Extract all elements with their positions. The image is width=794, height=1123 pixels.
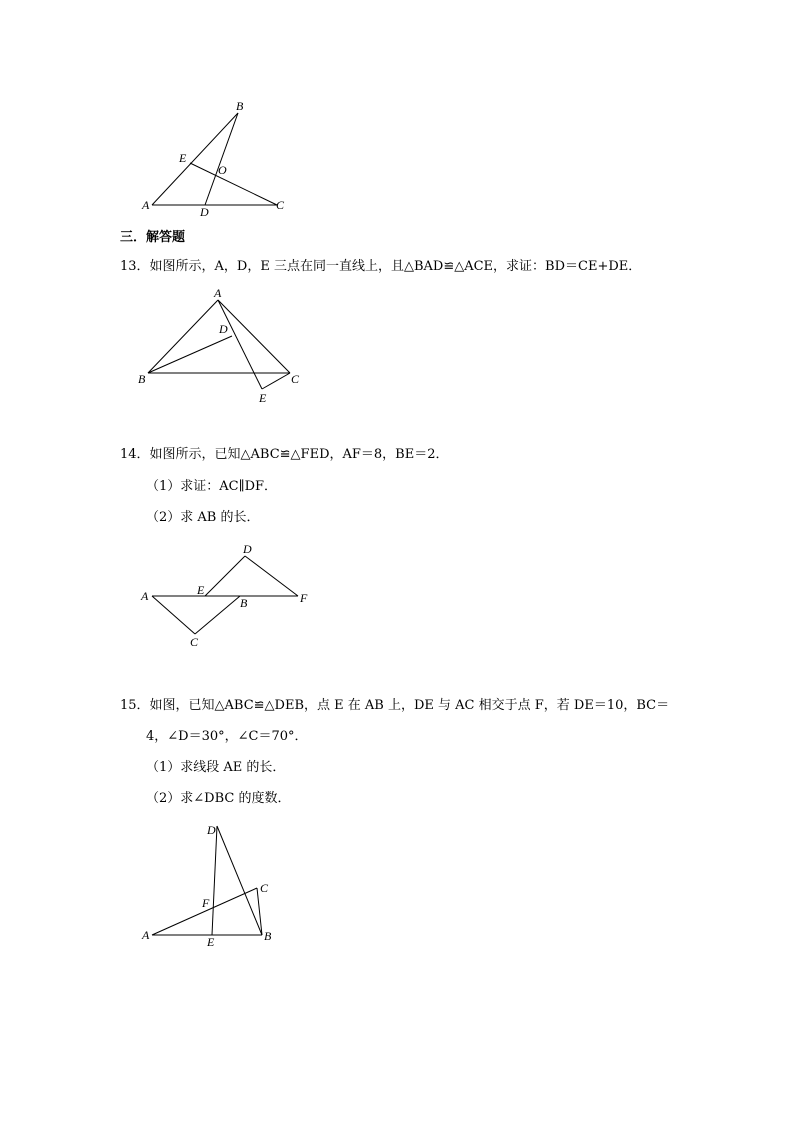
label-d: D <box>219 322 228 336</box>
label-o: O <box>218 163 227 177</box>
label-c: C <box>190 635 199 649</box>
label-c: C <box>276 198 285 212</box>
label-b: B <box>236 99 244 113</box>
question-15-text-line-2: 4，∠D＝30°，∠C＝70°． <box>146 729 308 744</box>
label-a: A <box>214 286 222 300</box>
label-b: B <box>240 596 248 610</box>
question-15-part-2: （2）求∠DBC 的度数． <box>146 791 291 806</box>
label-d: D <box>200 205 209 219</box>
label-e: E <box>259 391 267 405</box>
label-b: B <box>264 929 272 943</box>
label-e: E <box>179 151 187 165</box>
label-a: A <box>142 928 150 942</box>
label-e: E <box>197 583 205 597</box>
question-15-text-line-1: 15．如图，已知△ABC≌△DEB，点 E 在 AB 上，DE 与 AC 相交于点 F，若 DE＝10，BC＝ <box>120 698 670 713</box>
label-b: B <box>138 372 146 386</box>
label-d: D <box>207 823 216 837</box>
question-15-part-1: （1）求线段 AE 的长． <box>146 760 286 775</box>
label-d: D <box>243 542 252 556</box>
label-c: C <box>260 881 269 895</box>
question-14-part-1: （1）求证：AC∥DF． <box>146 479 278 494</box>
label-a: A <box>142 198 150 212</box>
question-14-text: 14．如图所示，已知△ABC≌△FED，AF＝8，BE＝2． <box>120 447 449 462</box>
label-e: E <box>207 935 215 949</box>
label-f: F <box>300 591 308 605</box>
label-a: A <box>141 589 149 603</box>
label-f: F <box>202 896 210 910</box>
question-14-part-2: （2）求 AB 的长． <box>146 510 260 525</box>
label-c: C <box>291 372 300 386</box>
section-title: 三．解答题 <box>120 230 186 245</box>
question-13-text: 13．如图所示，A，D，E 三点在同一直线上，且△BAD≌△ACE，求证：BD＝CE+DE． <box>120 259 642 274</box>
